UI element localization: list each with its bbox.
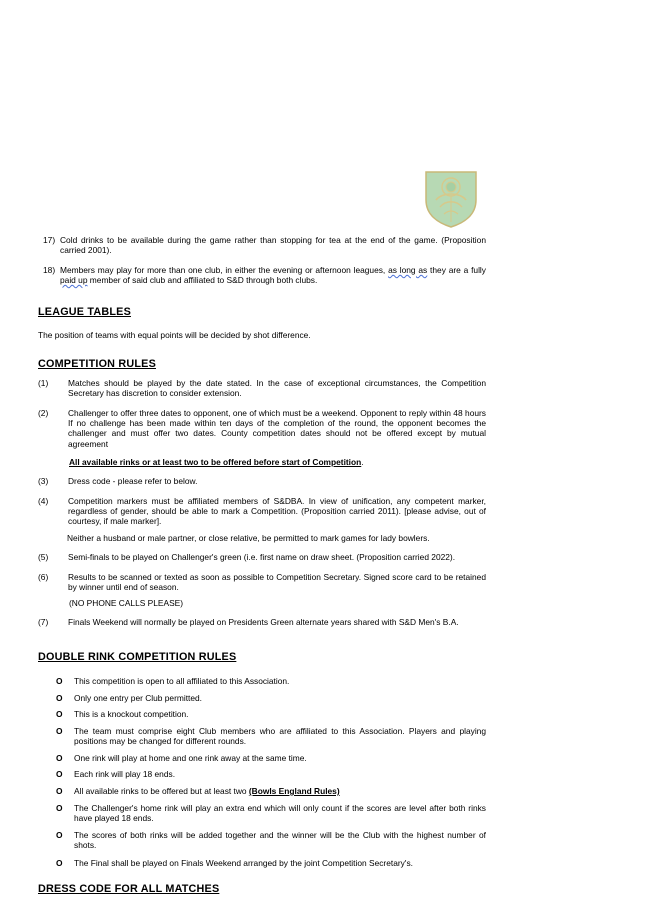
rule-1 bbox=[38, 378, 486, 398]
bullet-icon: O bbox=[56, 803, 63, 813]
league-tables-heading: LEAGUE TABLES bbox=[38, 306, 131, 318]
competition-rules-heading: COMPETITION RULES bbox=[38, 358, 156, 370]
rule-text: Competition markers must be affiliated members of S&DBA. In view of unification, any competent marker, regardless of gender, should be able to mark a Competition. (Proposition carried 2011). [please advise, out of courtesy, if male marker]. bbox=[68, 496, 486, 527]
rule-4 bbox=[38, 496, 486, 527]
bullet-icon: O bbox=[56, 769, 63, 779]
bullet-text bbox=[74, 786, 486, 796]
rule-note: (NO PHONE CALLS PLEASE) bbox=[69, 598, 184, 608]
bullet-icon: O bbox=[56, 676, 63, 686]
bullet-icon: O bbox=[56, 709, 63, 719]
rule-text: Finals Weekend will normally be played on Presidents Green alternate years shared with S&D Men's B.A. bbox=[68, 617, 459, 627]
rule-note-suffix: . bbox=[361, 457, 364, 467]
rule-number: (4) bbox=[38, 496, 49, 506]
bullet-text: The scores of both rinks will be added together and the winner will be the Club with the highest number of shots. bbox=[74, 830, 486, 851]
rule-4-note bbox=[38, 533, 486, 543]
rule-text: Matches should be played by the date stated. In the case of exceptional circumstances, the Competition Secretary has discretion to consider extension. bbox=[68, 378, 486, 399]
rule-3 bbox=[38, 476, 486, 486]
bullet-item bbox=[56, 786, 486, 796]
text-part: Members may play for more than one club, in either the evening or afternoon leagues, bbox=[60, 265, 389, 275]
item-number: 17) bbox=[43, 235, 56, 245]
rule-2 bbox=[38, 408, 486, 449]
text-part: they are a fully bbox=[427, 265, 486, 275]
bowls-association-crest-icon bbox=[424, 170, 478, 228]
rule-6-note bbox=[38, 598, 486, 608]
rule-5 bbox=[38, 552, 486, 562]
bullet-text: This competition is open to all affiliated to this Association. bbox=[74, 676, 290, 686]
spellcheck-flag: as long as bbox=[388, 265, 428, 275]
bullet-text: The Challenger's home rink will play an extra end which will only count if the scores are level after both rinks have played 18 ends. bbox=[74, 803, 486, 824]
rule-number: (7) bbox=[38, 617, 49, 627]
spellcheck-flag: paid up bbox=[60, 275, 88, 286]
rule-text: Semi-finals to be played on Challenger's green (i.e. first name on draw sheet. (Proposition carried 2022). bbox=[68, 552, 456, 562]
text-part: All available rinks to be offered but at least two bbox=[74, 786, 249, 796]
bullet-item bbox=[56, 858, 486, 868]
bullet-text: One rink will play at home and one rink away at the same time. bbox=[74, 753, 307, 763]
rule-6 bbox=[38, 572, 486, 592]
bullet-icon: O bbox=[56, 830, 63, 840]
dress-code-heading: DRESS CODE FOR ALL MATCHES bbox=[38, 883, 220, 895]
bullet-text: Each rink will play 18 ends. bbox=[74, 769, 176, 779]
item-text bbox=[60, 265, 486, 285]
double-rink-heading: DOUBLE RINK COMPETITION RULES bbox=[38, 651, 237, 663]
rule-note bbox=[69, 457, 486, 467]
bullet-icon: O bbox=[56, 786, 63, 796]
bullet-item bbox=[56, 803, 486, 823]
bullet-text: Only one entry per Club permitted. bbox=[74, 693, 203, 703]
rule-note-emphasis: All available rinks or at least two to be offered before start of Competition bbox=[69, 457, 362, 467]
rule-2-note bbox=[38, 457, 486, 467]
bullet-item bbox=[56, 769, 486, 779]
bullet-icon: O bbox=[56, 858, 63, 868]
rule-number: (3) bbox=[38, 476, 49, 486]
bullet-text: The Final shall be played on Finals Weekend arranged by the joint Competition Secretary's. bbox=[74, 858, 413, 868]
bullet-icon: O bbox=[56, 726, 63, 736]
item-text: Cold drinks to be available during the game rather than stopping for tea at the end of the game. (Proposition carried 2001). bbox=[60, 235, 486, 256]
bullet-item bbox=[56, 830, 486, 850]
rule-note: Neither a husband or male partner, or close relative, be permitted to mark games for lady bowlers. bbox=[67, 533, 430, 543]
rule-text: Challenger to offer three dates to opponent, one of which must be a weekend. Opponent to reply within 48 hours If no challenge has been made within ten days of the completion of the round, the opponent becomes the challenger and must offer two dates. County competition dates should not be offered except by mutual agreement bbox=[68, 408, 486, 449]
rule-7 bbox=[38, 617, 486, 627]
bullet-item bbox=[56, 726, 486, 746]
rule-number: (5) bbox=[38, 552, 49, 562]
rule-number: (2) bbox=[38, 408, 49, 418]
bullet-icon: O bbox=[56, 753, 63, 763]
bullet-item bbox=[56, 709, 486, 719]
bullet-icon: O bbox=[56, 693, 63, 703]
item-18 bbox=[38, 265, 486, 285]
item-number: 18) bbox=[43, 265, 56, 275]
text-part: member of said club and affiliated to S&D through both clubs. bbox=[87, 275, 318, 286]
bullet-text: This is a knockout competition. bbox=[74, 709, 189, 719]
bullet-text: The team must comprise eight Club members who are affiliated to this Association. Players and playing positions may be changed for different rounds. bbox=[74, 726, 486, 747]
rule-number: (1) bbox=[38, 378, 49, 388]
association-logo bbox=[424, 170, 478, 228]
item-17 bbox=[38, 235, 486, 255]
rule-number: (6) bbox=[38, 572, 49, 582]
rule-text: Dress code - please refer to below. bbox=[68, 476, 198, 486]
rule-text: Results to be scanned or texted as soon as possible to Competition Secretary. Signed score card to be retained by winner until end of season. bbox=[68, 572, 486, 593]
bullet-item bbox=[56, 753, 486, 763]
league-tables-text: The position of teams with equal points will be decided by shot difference. bbox=[38, 330, 311, 340]
bullet-item bbox=[56, 693, 486, 703]
bullet-item bbox=[56, 676, 486, 686]
bowls-england-rules: (Bowls England Rules) bbox=[248, 786, 340, 796]
